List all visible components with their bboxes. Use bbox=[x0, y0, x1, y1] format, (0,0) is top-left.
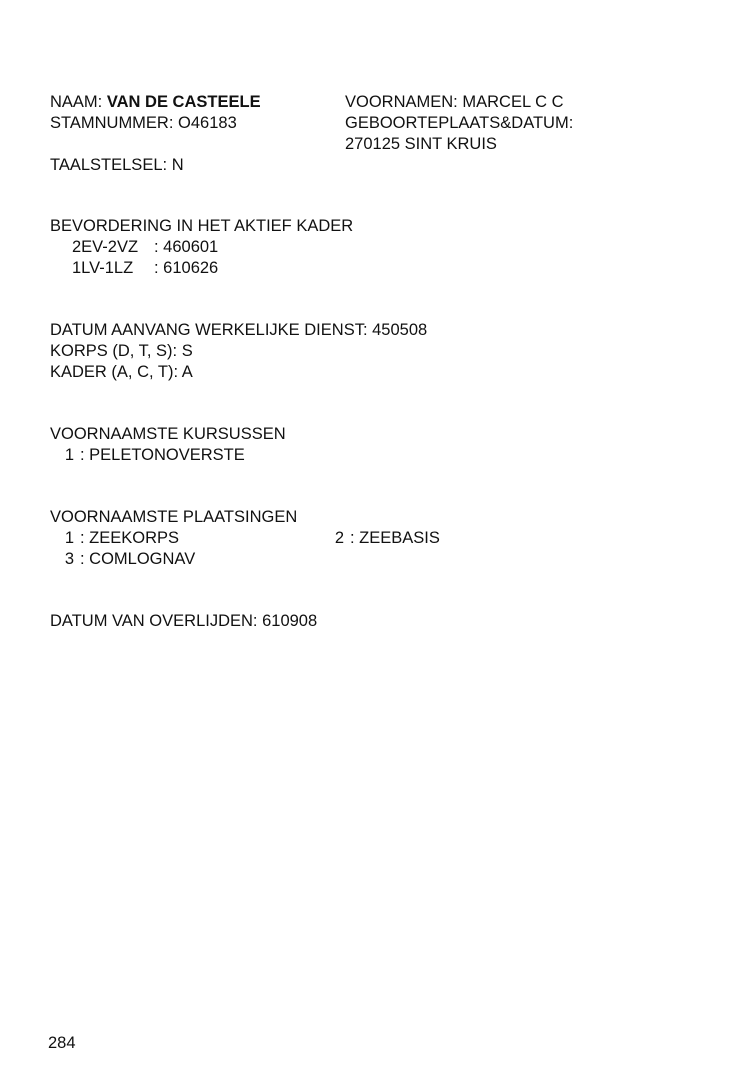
aanvang-line bbox=[50, 320, 427, 341]
geboorte-value: 270125 SINT KRUIS bbox=[345, 135, 497, 153]
stamnummer-line bbox=[50, 113, 261, 134]
posting-number: 3 bbox=[64, 550, 74, 568]
death-line bbox=[50, 611, 317, 632]
postings-heading: VOORNAAMSTE PLAATSINGEN bbox=[50, 508, 298, 526]
death-label: DATUM VAN OVERLIJDEN: bbox=[50, 612, 258, 630]
courses-section bbox=[50, 424, 286, 466]
posting-text: : ZEEKORPS bbox=[80, 529, 180, 547]
posting-text: : ZEEBASIS bbox=[350, 529, 440, 547]
course-number: 1 bbox=[64, 446, 74, 464]
name-line bbox=[50, 92, 261, 113]
korps-label: KORPS (D, T, S): bbox=[50, 342, 178, 360]
promotion-row bbox=[50, 258, 353, 279]
death-value: 610908 bbox=[262, 612, 318, 630]
aanvang-label: DATUM AANVANG WERKELIJKE DIENST: bbox=[50, 321, 368, 339]
kader-line bbox=[50, 362, 427, 383]
courses-heading: VOORNAAMSTE KURSUSSEN bbox=[50, 425, 286, 443]
geboorte-label: GEBOORTEPLAATS&DATUM: bbox=[345, 114, 574, 132]
voornamen-line bbox=[345, 92, 573, 113]
promotion-section bbox=[50, 216, 353, 279]
korps-line bbox=[50, 341, 427, 362]
kader-label: KADER (A, C, T): bbox=[50, 363, 179, 381]
service-section bbox=[50, 320, 427, 383]
promotion-row bbox=[50, 237, 353, 258]
posting-number: 2 bbox=[334, 529, 344, 547]
identity-right bbox=[345, 92, 573, 155]
promotion-heading: BEVORDERING IN HET AKTIEF KADER bbox=[50, 217, 354, 235]
list-item bbox=[50, 445, 286, 466]
name-value: VAN DE CASTEELE bbox=[106, 93, 261, 111]
page-number: 284 bbox=[48, 1034, 76, 1052]
voornamen-value: MARCEL C C bbox=[462, 93, 564, 111]
taalstelsel-value: N bbox=[171, 156, 184, 174]
list-item bbox=[50, 528, 297, 549]
voornamen-label: VOORNAMEN: bbox=[345, 93, 458, 111]
postings-section bbox=[50, 507, 297, 570]
posting-text: : COMLOGNAV bbox=[80, 550, 196, 568]
name-label: NAAM: bbox=[50, 93, 103, 111]
korps-value: S bbox=[181, 342, 193, 360]
promotion-date: : 610626 bbox=[154, 259, 219, 277]
list-item bbox=[50, 549, 297, 570]
promotion-rank: 1LV-1LZ bbox=[72, 259, 134, 277]
stamnummer-label: STAMNUMMER: bbox=[50, 114, 174, 132]
taalstelsel-line bbox=[50, 155, 184, 176]
stamnummer-value: O46183 bbox=[178, 114, 237, 132]
kader-value: A bbox=[181, 363, 193, 381]
identity-left bbox=[50, 92, 261, 134]
course-text: : PELETONOVERSTE bbox=[80, 446, 245, 464]
list-item bbox=[330, 528, 440, 549]
taalstelsel-label: TAALSTELSEL: bbox=[50, 156, 168, 174]
promotion-rank: 2EV-2VZ bbox=[72, 238, 139, 256]
aanvang-value: 450508 bbox=[372, 321, 428, 339]
posting-number: 1 bbox=[64, 529, 74, 547]
promotion-date: : 460601 bbox=[154, 238, 219, 256]
